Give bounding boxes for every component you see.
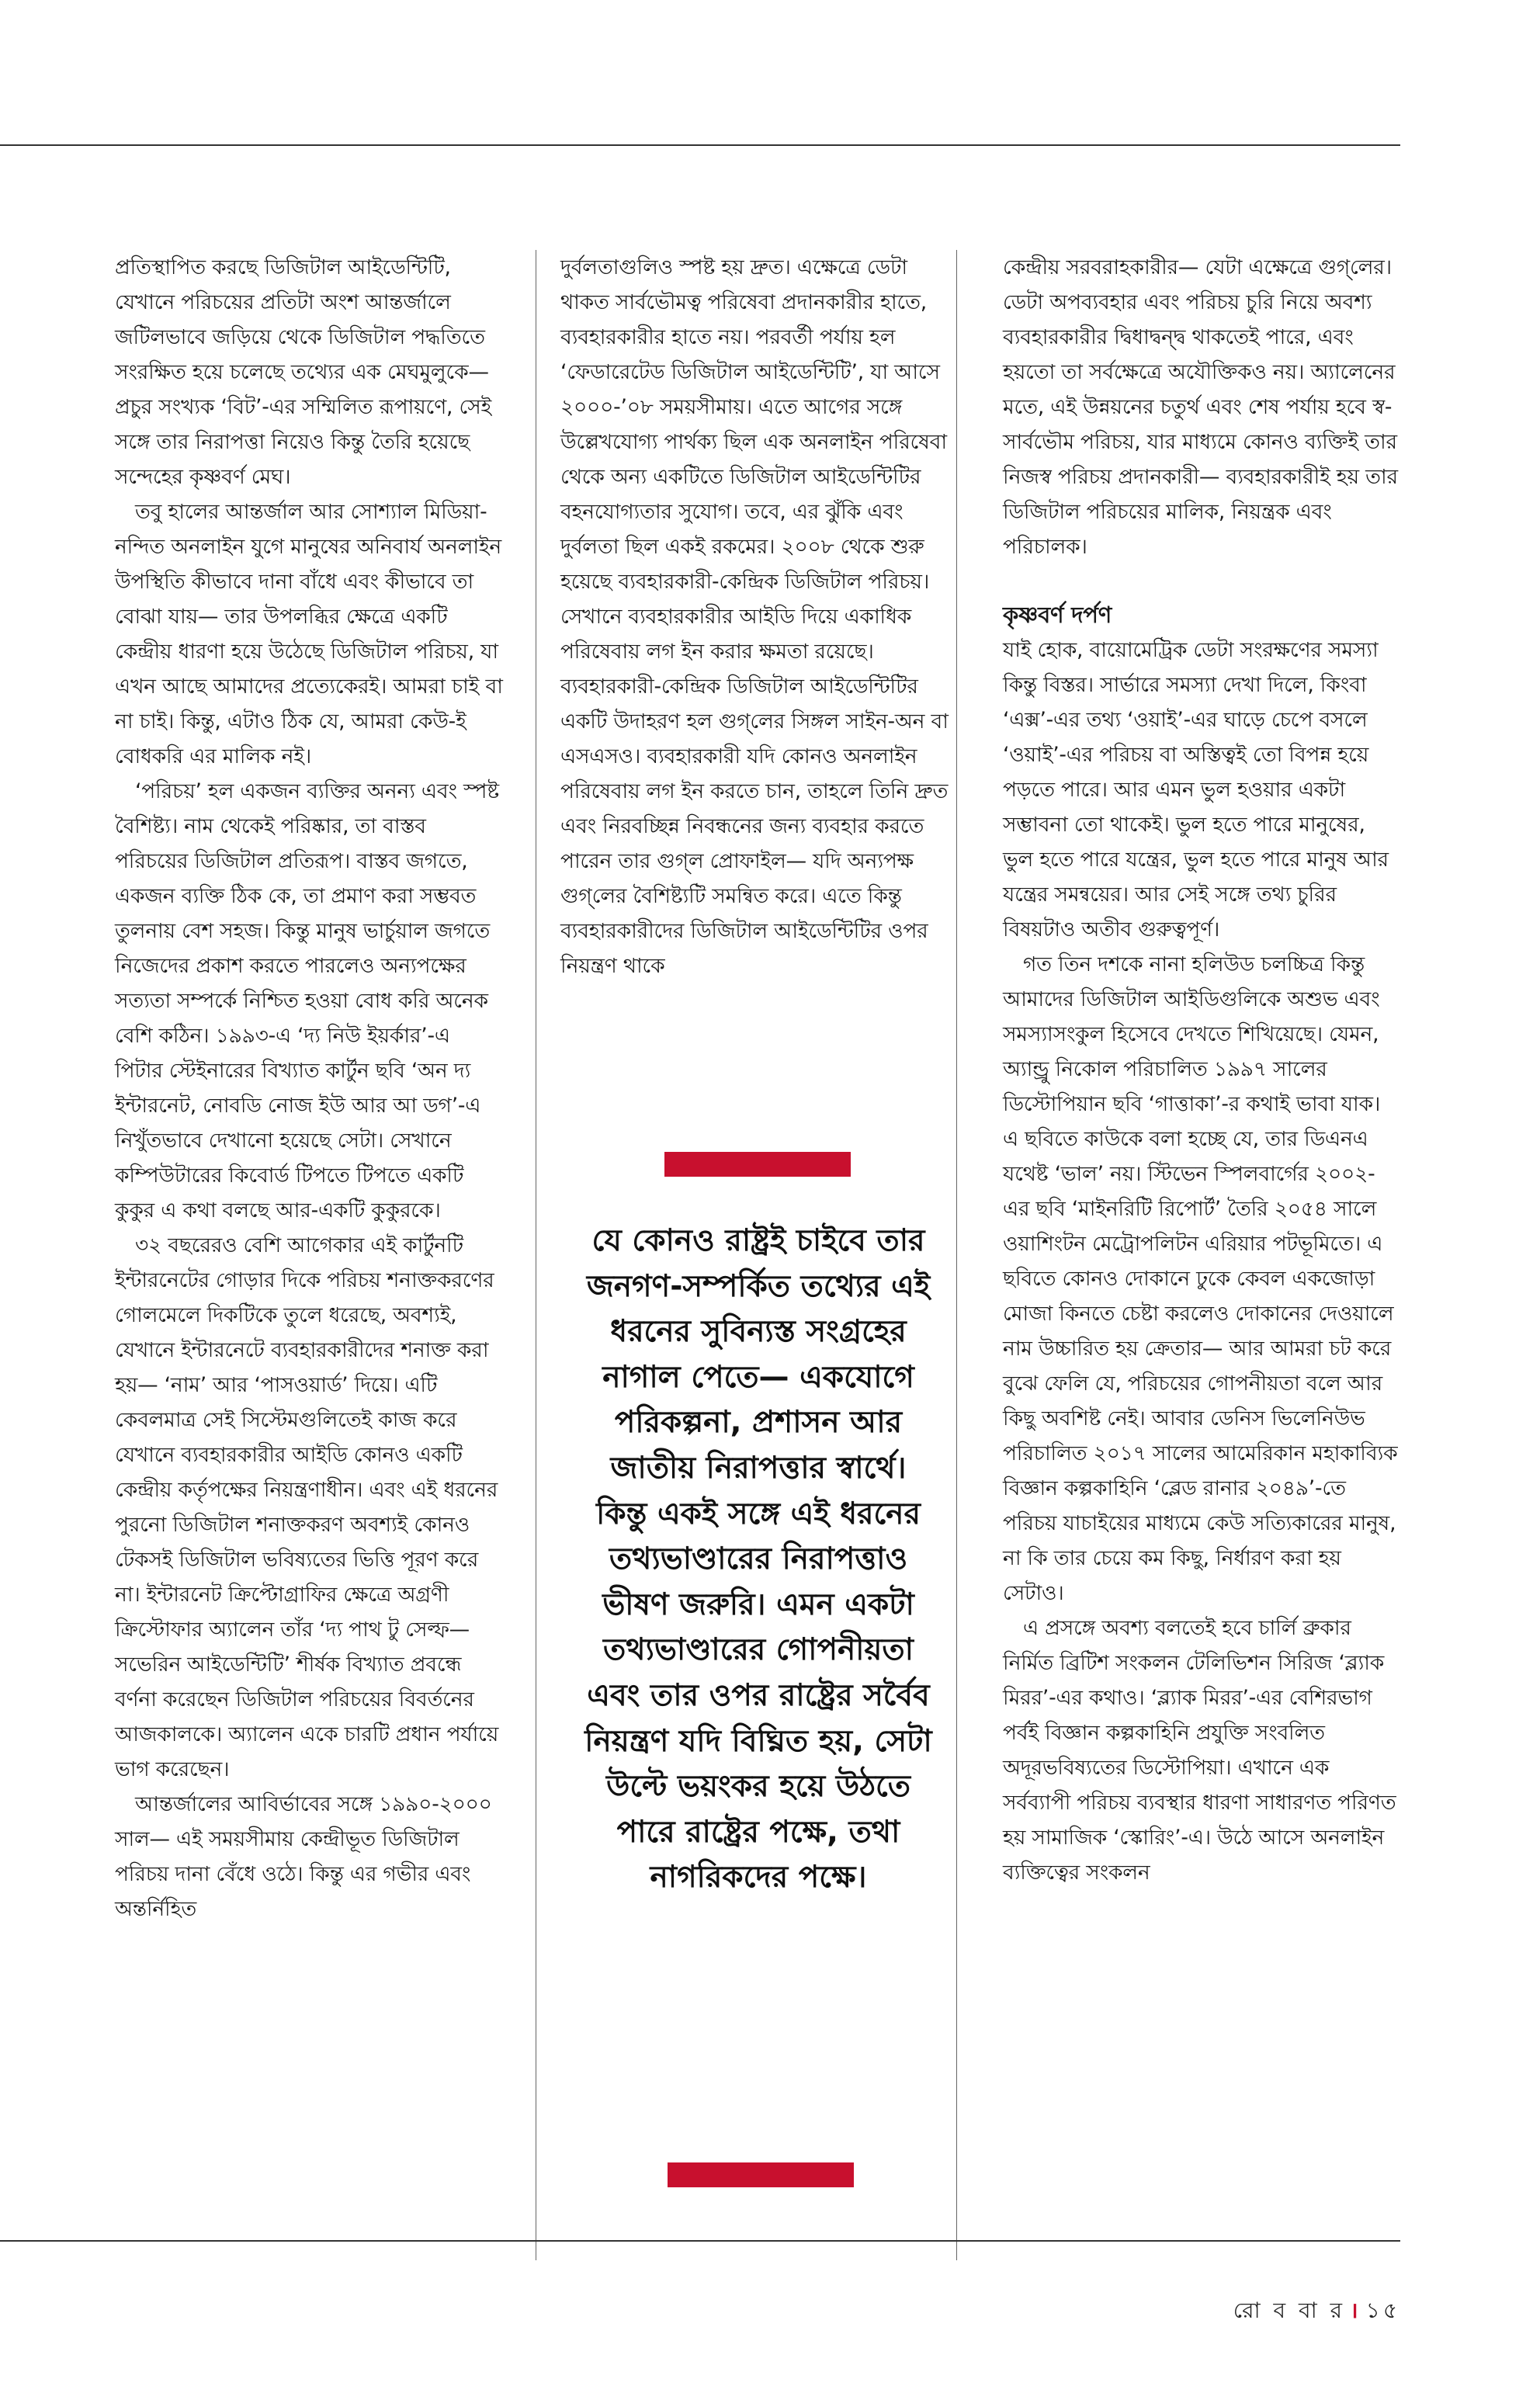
section-subheading: কৃষ্ণবর্ণ দর্পণ	[1003, 602, 1112, 628]
paragraph: যাই হোক, বায়োমেট্রিক ডেটা সংরক্ষণের সমস্যা কিন্তু বিস্তর। সার্ভারে সমস্যা দেখা দিলে, কিংবা ‘এক্স’-এর তথ্য ‘ওয়াই’-এর ঘাড়ে চেপে বসলে ‘ওয়াই’-এর পরিচয় বা অস্তিত্বই তো বিপন্ন হয়ে পড়তে পারে। আর এমন ভুল হওয়ার একটা সম্ভাবনা তো থাকেই। ভুল হতে পারে মানুষের, ভুল হতে পারে যন্ত্রের, ভুল হতে পারে মানুষ আর যন্ত্রের সমন্বয়ের। আর সেই সঙ্গে তথ্য চুরির বিষয়টাও অতীব গুরুত্বপূর্ণ।	[1003, 638, 1389, 942]
bottom-rule	[0, 2240, 1400, 2242]
paragraph: প্রতিস্থাপিত করছে ডিজিটাল আইডেন্টিটি, যেখানে পরিচয়ের প্রতিটা অংশ আন্তর্জালে জটিলভাবে জড়িয়ে থেকে ডিজিটাল পদ্ধতিতে সংরক্ষিত হয়ে চলেছে তথ্যের এক মেঘমুলুকে— প্রচুর সংখ্যক ‘বিট’-এর সম্মিলিত রূপায়ণে, সেই সঙ্গে তার নিরাপত্তা নিয়েও কিন্তু তৈরি হয়েছে সন্দেহের কৃষ্ণবর্ণ মেঘ।	[115, 255, 492, 489]
paragraph: এ প্রসঙ্গে অবশ্য বলতেই হবে চার্লি ব্রুকার নির্মিত ব্রিটিশ সংকলন টেলিভিশন সিরিজ ‘ব্ল্যাক মিরর’-এর কথাও। ‘ব্ল্যাক মিরর’-এর বেশিরভাগ পর্বই বিজ্ঞান কল্পকাহিনি প্রযুক্তি সংবলিত অদূরভবিষ্যতের ডিস্টোপিয়া। এখানে এক সর্বব্যাপী পরিচয় ব্যবস্থার ধারণা সাধারণত পরিণত হয় সামাজিক ‘স্কোরিং’-এ। উঠে আসে অনলাইন ব্যক্তিত্বের সংকলন	[1003, 1616, 1396, 1885]
page-number: ১৫	[1365, 2298, 1400, 2323]
paragraph: ‘পরিচয়’ হল একজন ব্যক্তির অনন্য এবং স্পষ্ট বৈশিষ্ট্য। নাম থেকেই পরিষ্কার, তা বাস্তব পরিচয়ের ডিজিটাল প্রতিরূপ। বাস্তব জগতে, একজন ব্যক্তি ঠিক কে, তা প্রমাণ করা সম্ভবত তুলনায় বেশ সহজ। কিন্তু মানুষ ভার্চুয়াল জগতে নিজেদের প্রকাশ করতে পারলেও অন্যপক্ষের সত্যতা সম্পর্কে নিশ্চিত হওয়া বোধ করি অনেক বেশি কঠিন। ১৯৯৩-এ ‘দ্য নিউ ইয়র্কার’-এ পিটার স্টেইনারের বিখ্যাত কার্টুন ছবি ‘অন দ্য ইন্টারনেট, নোবডি নোজ ইউ আর আ ডগ’-এ নিখুঁতভাবে দেখানো হয়েছে সেটা। সেখানে কম্পিউটারের কিবোর্ড টিপতে টিপতে একটি কুকুর এ কথা বলছে আর-একটি কুকুরকে।	[115, 779, 499, 1223]
column-divider	[956, 250, 957, 2260]
pull-quote-top-bar	[664, 1152, 851, 1177]
magazine-name: রো ব বা র	[1233, 2298, 1346, 2323]
pull-quote: যে কোনও রাষ্ট্রই চাইবে তার জনগণ-সম্পর্কিত তথ্যের এই ধরনের সুবিন্যস্ত সংগ্রহের নাগাল পেতে— একযোগে পরিকল্পনা, প্রশাসন আর জাতীয় নিরাপত্তার স্বার্থে। কিন্তু একই সঙ্গে এই ধরনের তথ্যভাণ্ডারের নিরাপত্তাও ভীষণ জরুরি। এমন একটা তথ্যভাণ্ডারের গোপনীয়তা এবং তার ওপর রাষ্ট্রের সর্বৈব নিয়ন্ত্রণ যদি বিঘ্নিত হয়, সেটা উল্টে ভয়ংকর হয়ে উঠতে পারে রাষ্ট্রের পক্ষে, তথা নাগরিকদের পক্ষে।	[584, 1223, 932, 1895]
paragraph: ৩২ বছরেরও বেশি আগেকার এই কার্টুনটি ইন্টারনেটের গোড়ার দিকে পরিচয় শনাক্তকরণের গোলমেলে দিকটিকে তুলে ধরেছে, অবশ্যই, যেখানে ইন্টারনেটে ব্যবহারকারীদের শনাক্ত করা হয়— ‘নাম’ আর ‘পাসওয়ার্ড’ দিয়ে। এটি কেবলমাত্র সেই সিস্টেমগুলিতেই কাজ করে যেখানে ব্যবহারকারীর আইডি কোনও একটি কেন্দ্রীয় কর্তৃপক্ষের নিয়ন্ত্রণাধীন। এবং এই ধরনের পুরনো ডিজিটাল শনাক্তকরণ অবশ্যই কোনও টেকসই ডিজিটাল ভবিষ্যতের ভিত্তি পূরণ করে না। ইন্টারনেট ক্রিপ্টোগ্রাফির ক্ষেত্রে অগ্রণী ক্রিস্টোফার অ্যালেন তাঁর ‘দ্য পাথ টু সেল্ফ— সভেরিন আইডেন্টিটি’ শীর্ষক বিখ্যাত প্রবন্ধে বর্ণনা করেছেন ডিজিটাল পরিচয়ের বিবর্তনের আজকালকে। অ্যালেন একে চারটি প্রধান পর্যায়ে ভাগ করেছেন।	[115, 1233, 499, 1781]
article-column-2	[560, 250, 949, 983]
pull-quote-bottom-bar	[668, 2162, 854, 2187]
paragraph: আন্তর্জালের আবির্ভাবের সঙ্গে ১৯৯০-২০০০ সাল— এই সময়সীমায় কেন্দ্রীভূত ডিজিটাল পরিচয় দানা বেঁধে ওঠে। কিন্তু এর গভীর এবং অন্তর্নিহিত	[115, 1792, 492, 1921]
paragraph: দুর্বলতাগুলিও স্পষ্ট হয় দ্রুত। এক্ষেত্রে ডেটা থাকত সার্বভৌমত্ব পরিষেবা প্রদানকারীর হাতে, ব্যবহারকারীর হাতে নয়। পরবর্তী পর্যায় হল ‘ফেডারেটেড ডিজিটাল আইডেন্টিটি’, যা আসে ২০০০-’০৮ সময়সীমায়। এতে আগের সঙ্গে উল্লেখযোগ্য পার্থক্য ছিল এক অনলাইন পরিষেবা থেকে অন্য একটিতে ডিজিটাল আইডেন্টিটির বহনযোগ্যতার সুযোগ। তবে, এর ঝুঁকি এবং দুর্বলতা ছিল একই রকমের। ২০০৮ থেকে শুরু হয়েছে ব্যবহারকারী-কেন্দ্রিক ডিজিটাল পরিচয়। সেখানে ব্যবহারকারীর আইডি দিয়ে একাধিক পরিষেবায় লগ ইন করার ক্ষমতা রয়েছে। ব্যবহারকারী-কেন্দ্রিক ডিজিটাল আইডেন্টিটির একটি উদাহরণ হল গুগ্‌লের সিঙ্গল সাইন-অন বা এসএসও। ব্যবহারকারী যদি কোনও অনলাইন পরিষেবায় লগ ইন করতে চান, তাহলে তিনি দ্রুত এবং নিরবচ্ছিন্ন নিবন্ধনের জন্য ব্যবহার করতে পারেন তার গুগ্‌ল প্রোফাইল— যদি অন্যপক্ষ গুগ্‌লের বৈশিষ্ট্যটি সমন্বিত করে। এতে কিন্তু ব্যবহারকারীদের ডিজিটাল আইডেন্টিটির ওপর নিয়ন্ত্রণ থাকে	[560, 255, 949, 978]
paragraph: কেন্দ্রীয় সরবরাহকারীর— যেটা এক্ষেত্রে গুগ্‌লের। ডেটা অপব্যবহার এবং পরিচয় চুরি নিয়ে অবশ্য ব্যবহারকারীর দ্বিধাদ্বন্দ্ব থাকতেই পারে, এবং হয়তো তা সর্বক্ষেত্রে অযৌক্তিকও নয়। অ্যালেনের মতে, এই উন্নয়নের চতুর্থ এবং শেষ পর্যায় হবে স্ব-সার্বভৌম পরিচয়, যার মাধ্যমে কোনও ব্যক্তিই তার নিজস্ব পরিচয় প্রদানকারী— ব্যবহারকারীই হয় তার ডিজিটাল পরিচয়ের মালিক, নিয়ন্ত্রক এবং পরিচালক।	[1003, 255, 1398, 559]
article-column-3	[1003, 250, 1400, 1890]
paragraph: তবু হালের আন্তর্জাল আর সোশ্যাল মিডিয়া-নন্দিত অনলাইন যুগে মানুষের অনিবার্য অনলাইন উপস্থিতি কীভাবে দানা বাঁধে এবং কীভাবে তা বোঝা যায়— তার উপলব্ধির ক্ষেত্রে একটি কেন্দ্রীয় ধারণা হয়ে উঠেছে ডিজিটাল পরিচয়, যা এখন আছে আমাদের প্রত্যেকেরই। আমরা চাই বা না চাই। কিন্তু, এটাও ঠিক যে, আমরা কেউ-ই বোধকরি এর মালিক নই।	[115, 500, 503, 768]
article-column-1	[115, 250, 503, 1927]
paragraph: গত তিন দশকে নানা হলিউড চলচ্চিত্র কিন্তু আমাদের ডিজিটাল আইডিগুলিকে অশুভ এবং সমস্যাসংকুল হিসেবে দেখতে শিখিয়েছে। যেমন, অ্যান্ড্রু নিকোল পরিচালিত ১৯৯৭ সালের ডিস্টোপিয়ান ছবি ‘গাত্তাকা’-র কথাই ভাবা যাক। এ ছবিতে কাউকে বলা হচ্ছে যে, তার ডিএনএ যথেষ্ট ‘ভাল’ নয়। স্টিভেন স্পিলবার্গের ২০০২-এর ছবি ‘মাইনরিটি রিপোর্ট’ তৈরি ২০৫৪ সালে ওয়াশিংটন মেট্রোপলিটন এরিয়ার পটভূমিতে। এ ছবিতে কোনও দোকানে ঢুকে কেবল একজোড়া মোজা কিনতে চেষ্টা করলেও দোকানের দেওয়ালে নাম উচ্চারিত হয় ক্রেতার— আর আমরা চট করে বুঝে ফেলি যে, পরিচয়ের গোপনীয়তা বলে আর কিছু অবশিষ্ট নেই। আবার ডেনিস ভিলেনিউভ পরিচালিত ২০১৭ সালের আমেরিকান মহাকাব্যিক বিজ্ঞান কল্পকাহিনি ‘ব্লেড রানার ২০৪৯’-তে পরিচয় যাচাইয়ের মাধ্যমে কেউ সত্যিকারের মানুষ, না কি তার চেয়ে কম কিছু, নির্ধারণ করা হয় সেটাও।	[1003, 952, 1398, 1605]
top-rule	[0, 144, 1400, 146]
page-folio	[1233, 2294, 1400, 2330]
folio-separator: ।	[1350, 2298, 1361, 2323]
